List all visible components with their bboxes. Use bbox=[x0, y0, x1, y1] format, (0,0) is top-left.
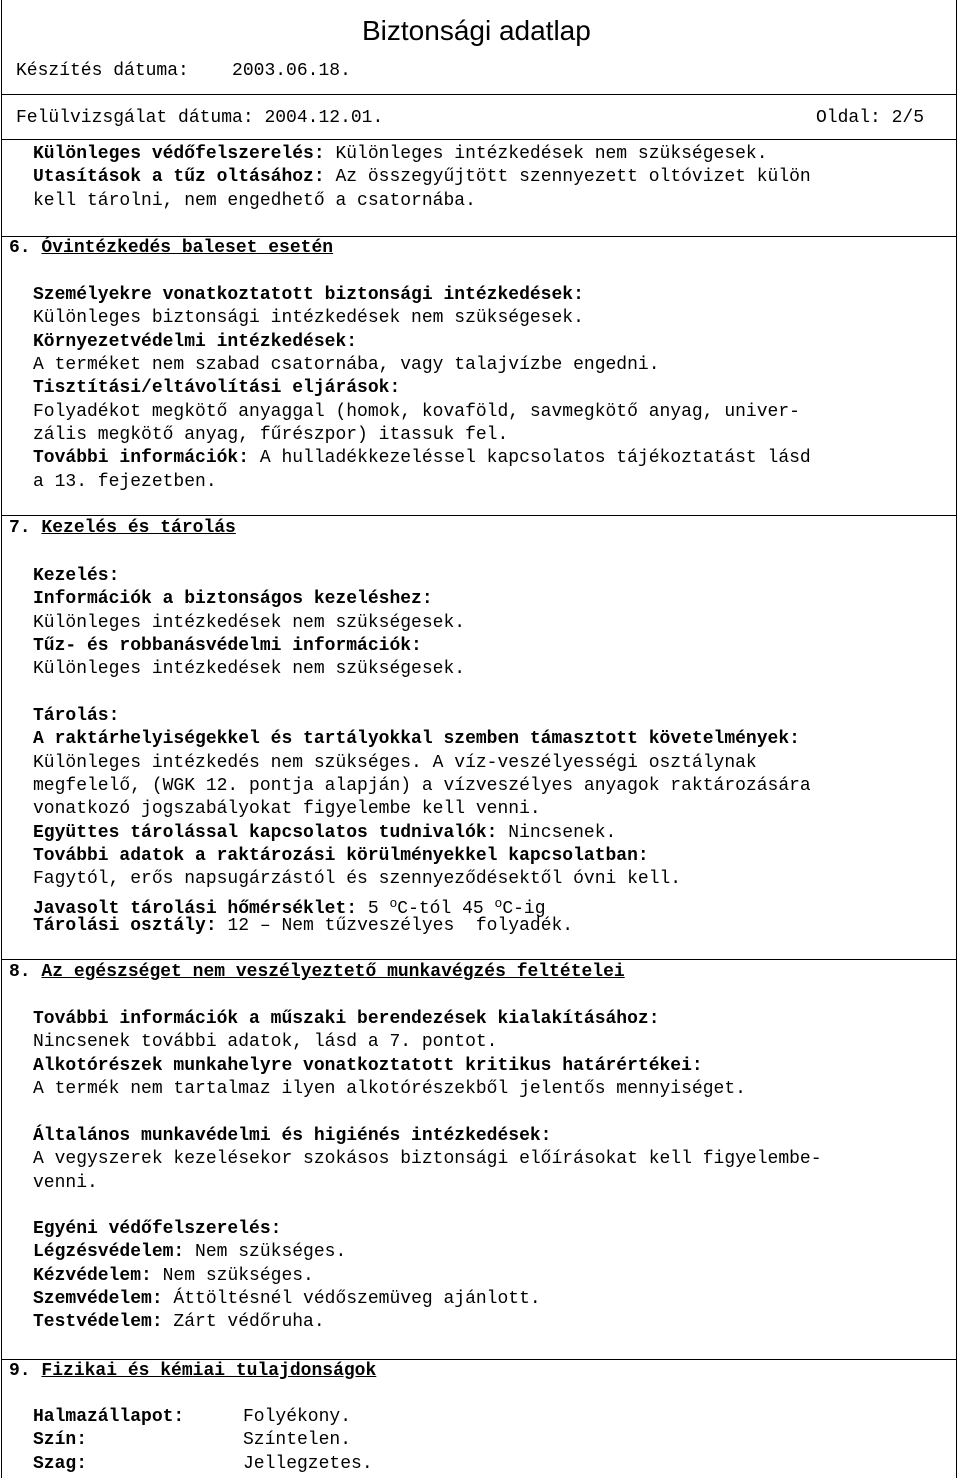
fire-fighting-continuation bbox=[33, 143, 938, 213]
personal-measures-heading: Személyekre vonatkoztatott biztonsági intézkedések: bbox=[33, 285, 584, 305]
section-7-storage bbox=[33, 705, 938, 938]
creation-date-value: 2003.06.18. bbox=[232, 61, 351, 81]
hand-value: Nem szükséges. bbox=[151, 1265, 314, 1286]
section-6-body bbox=[33, 284, 938, 494]
creation-date-label: Készítés dátuma: bbox=[16, 61, 189, 81]
temp-unit: C-ig bbox=[502, 898, 546, 919]
respiratory-value: Nem szükséges. bbox=[184, 1242, 347, 1263]
storage-conditions-heading: További adatok a raktározási körülményekkel kapcsolatban: bbox=[33, 846, 649, 867]
storage-requirements-text-2: megfelelő, (WGK 12. pontja alapján) a vízveszélyes anyagok raktározására bbox=[33, 776, 811, 797]
storage-requirements-heading: A raktárhelyiségekkel és tartályokkal szemben támasztott követelmények: bbox=[33, 729, 800, 750]
engineering-heading: További információk a műszaki berendezések kialakításához: bbox=[33, 1009, 660, 1029]
storage-requirements-text: Különleges intézkedés nem szükséges. A víz-veszélyességi osztálynak bbox=[33, 752, 757, 773]
storage-temperature-heading: Javasolt tárolási hőmérséklet: bbox=[33, 898, 358, 919]
fire-protection-heading: Tűz- és robbanásvédelmi információk: bbox=[33, 636, 422, 657]
section-9-number: 9. bbox=[9, 1361, 31, 1381]
property-row bbox=[33, 1406, 938, 1429]
extinguishing-text: Az összegyűjtött szennyezett oltóvizet külön bbox=[324, 167, 811, 188]
section-7-number: 7. bbox=[9, 518, 31, 538]
temp-min: 5 bbox=[357, 898, 390, 919]
section-9-properties bbox=[33, 1406, 938, 1476]
header-bottom-divider bbox=[1, 139, 957, 140]
property-value: Színtelen. bbox=[243, 1430, 352, 1451]
storage-class-text: 12 – Nem tűzveszélyes folyadék. bbox=[216, 916, 574, 937]
section-9-title: Fizikai és kémiai tulajdonságok bbox=[41, 1361, 377, 1381]
revision-date-label: Felülvizsgálat dátuma: bbox=[16, 108, 254, 128]
respiratory-label: Légzésvédelem: bbox=[33, 1242, 185, 1263]
environmental-heading: Környezetvédelmi intézkedések: bbox=[33, 331, 358, 352]
property-value: Folyékony. bbox=[243, 1407, 352, 1427]
storage-requirements-text-3: vonatkozó jogszabályokat figyelembe kell venni. bbox=[33, 799, 541, 820]
section-8-number: 8. bbox=[9, 962, 31, 982]
revision-date-row bbox=[16, 107, 383, 130]
hygiene-heading: Általános munkavédelmi és higiénés intézkedések: bbox=[33, 1126, 552, 1146]
section-8-block-2 bbox=[33, 1125, 938, 1195]
page-value: 2/5 bbox=[891, 108, 925, 128]
property-label: Szag: bbox=[33, 1453, 88, 1474]
section-7-handling bbox=[33, 565, 938, 682]
section-8-block-1 bbox=[33, 1008, 938, 1101]
joint-storage-text: Nincsenek. bbox=[497, 822, 617, 843]
degree-symbol: o bbox=[389, 895, 398, 911]
header-divider bbox=[1, 94, 957, 95]
section7-divider bbox=[1, 515, 957, 516]
section-6-number: 6. bbox=[9, 238, 31, 258]
revision-date-value: 2004.12.01. bbox=[264, 108, 384, 128]
page-number bbox=[816, 107, 924, 130]
extinguishing-text-cont: kell tárolni, nem engedhető a csatornába. bbox=[33, 190, 476, 211]
section-6-heading bbox=[9, 237, 333, 260]
safe-handling-text: Különleges intézkedések nem szükségesek. bbox=[33, 612, 466, 633]
section-8-heading bbox=[9, 961, 625, 984]
exposure-limits-heading: Alkotórészek munkahelyre vonatkoztatott kritikus határértékei: bbox=[33, 1055, 703, 1076]
further-info-text-cont: a 13. fejezetben. bbox=[33, 471, 217, 492]
degree-symbol-2: o bbox=[494, 895, 503, 911]
further-info-text: A hulladékkezeléssel kapcsolatos tájékoztatást lásd bbox=[249, 448, 811, 469]
property-row bbox=[33, 1429, 938, 1452]
cleanup-heading: Tisztítási/eltávolítási eljárások: bbox=[33, 378, 401, 399]
special-equipment-text: Különleges intézkedések nem szükségesek. bbox=[324, 144, 768, 164]
personal-measures-text: Különleges biztonsági intézkedések nem szükségesek. bbox=[33, 308, 584, 329]
property-value: Jellegzetes. bbox=[243, 1453, 373, 1474]
page-label: Oldal: bbox=[816, 108, 881, 128]
storage-heading: Tárolás: bbox=[33, 706, 120, 726]
engineering-text: Nincsenek további adatok, lásd a 7. pontot. bbox=[33, 1032, 498, 1053]
eye-value: Áttöltésnél védőszemüveg ajánlott. bbox=[162, 1289, 541, 1310]
fire-protection-text: Különleges intézkedések nem szükségesek. bbox=[33, 659, 466, 680]
ppe-heading: Egyéni védőfelszerelés: bbox=[33, 1219, 282, 1239]
further-info-heading: További információk: bbox=[33, 448, 250, 469]
cleanup-text: Folyadékot megkötő anyaggal (homok, kovaföld, savmegkötő anyag, univer- bbox=[33, 401, 800, 422]
section-8-ppe bbox=[33, 1218, 938, 1335]
body-label: Testvédelem: bbox=[33, 1312, 163, 1333]
storage-conditions-text: Fagytól, erős napsugárzástól és szennyeződésektől óvni kell. bbox=[33, 869, 682, 890]
handling-heading: Kezelés: bbox=[33, 566, 120, 586]
section-7-heading bbox=[9, 517, 236, 540]
environmental-text: A terméket nem szabad csatornába, vagy talajvízbe engedni. bbox=[33, 355, 660, 376]
hygiene-text: A vegyszerek kezelésekor szokásos biztonsági előírásokat kell figyelembe- bbox=[33, 1149, 822, 1170]
safe-handling-heading: Információk a biztonságos kezeléshez: bbox=[33, 589, 433, 610]
exposure-limits-text: A termék nem tartalmaz ilyen alkotórészekből jelentős mennyiséget. bbox=[33, 1079, 746, 1100]
eye-label: Szemvédelem: bbox=[33, 1289, 163, 1310]
hygiene-text-cont: venni. bbox=[33, 1172, 98, 1193]
property-label: Halmazállapot: bbox=[33, 1407, 185, 1427]
section8-divider bbox=[1, 959, 957, 960]
property-label: Szín: bbox=[33, 1430, 88, 1451]
joint-storage-heading: Együttes tárolással kapcsolatos tudnivalók: bbox=[33, 822, 498, 843]
body-value: Zárt védőruha. bbox=[162, 1312, 325, 1333]
cleanup-text-cont: zális megkötő anyag, fűrészpor) itassuk fel. bbox=[33, 425, 509, 446]
section-9-heading bbox=[9, 1360, 376, 1383]
property-row bbox=[33, 1453, 938, 1476]
hand-label: Kézvédelem: bbox=[33, 1265, 152, 1286]
document-title: Biztonsági adatlap bbox=[362, 15, 591, 46]
section-7-title: Kezelés és tárolás bbox=[41, 518, 236, 538]
temp-max: C-tól 45 bbox=[397, 898, 495, 919]
section-8-title: Az egészséget nem veszélyeztető munkavégzés feltételei bbox=[41, 962, 625, 982]
special-equipment-heading: Különleges védőfelszerelés: bbox=[33, 144, 325, 164]
storage-class-heading: Tárolási osztály: bbox=[33, 916, 217, 937]
section-6-title: Óvintézkedés baleset esetén bbox=[41, 238, 334, 258]
extinguishing-heading: Utasítások a tűz oltásához: bbox=[33, 167, 325, 188]
creation-date-row bbox=[16, 60, 351, 83]
